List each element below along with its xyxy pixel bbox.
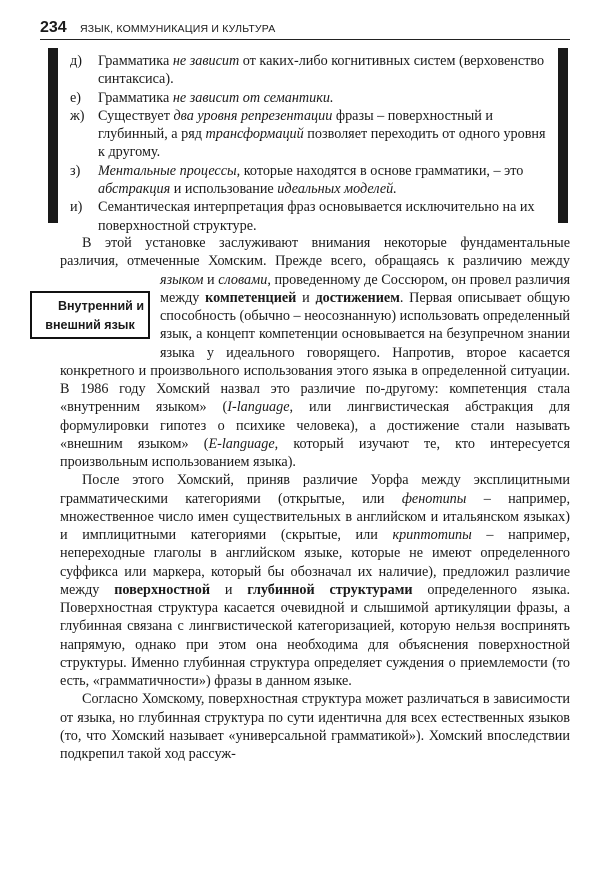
list-item-marker: и)	[70, 199, 83, 216]
paragraph: В этой установке заслуживают внимания некоторые фундаментальные различия, отмеченные Хомским. Прежде всего, обращаясь к различию между Внутренний и внешний язык языком и словами, проведенному де Соссюром, он провел различия между компетенцией и достижением. Первая описывает общую способность (обычно – неосознанную) использовать определенный язык, а концепт компетенции основывается на безупречном знании языка у идеального говорящего. Напротив, второе касается конкретного и произвольного использования этого языка в определенной ситуации. В 1986 году Хомский назвал это различие по-другому: компетенция стала «внутренним языком» (I-language, или лингвистическая абстракция для формулировки гипотез о психике человека), а достижение стали называть «внешним языком» (E-language, который изучают те, кто интересуется произвольным использованием языка).	[60, 234, 570, 471]
list-item-marker: д)	[70, 53, 82, 69]
sidebar-label-line: Внутренний и	[57, 298, 145, 313]
paragraph: После этого Хомский, приняв различие Уорфа между эксплицитными грамматическими категориями (открытые, или фенотипы – например, множественное число имен существительных в английском и итальянском языках) и имплицитными категориями (скрытые, или криптотипы – например, непереходные глаголы в английском языке, которые не имеют определенного суффикса или маркера, который бы обозначал их наличие), предложил различие между поверхностной и глубинной структурами определенного языка. Поверхностная структура касается очевидной и слышимой артикуляции фразы, а глубинная связана с лингвистической категоризацией, которую нельзя воспринять напрямую, однако при этом она необходима для объяснения поверхностной структуры. Именно глубинная структура определяет суждения о приемлемости (то есть, «грамматичности») фразы в данном языке.	[60, 472, 571, 689]
box-right-bar	[558, 48, 568, 223]
paragraph: Согласно Хомскому, поверхностная структура может различаться в зависимости от языка, но глубинная структура по сути идентична для всех естественных языков (то, что Хомский называет «универсальной грамматикой»). Хомский впоследствии подкрепил такой ход рассуж-	[60, 691, 570, 762]
list-item	[70, 162, 554, 199]
list-item-text: Ментальные процессы, которые находятся в основе грамматики, – это абстракция и использование идеальных моделей.	[98, 162, 524, 198]
running-head: ЯЗЫК, КОММУНИКАЦИЯ И КУЛЬТУРА	[80, 23, 276, 35]
list-item	[70, 52, 554, 89]
box-left-bar	[48, 48, 58, 223]
list-item-marker: е)	[70, 89, 82, 106]
list-item	[70, 198, 554, 235]
grammar-principles-box	[40, 48, 570, 234]
list-item-text: Семантическая интерпретация фраз основывается исключительно на их поверхностной структуре.	[98, 199, 535, 234]
list-item-text: Грамматика не зависит от семантики.	[98, 89, 334, 106]
body-text	[45, 234, 571, 763]
page-header	[40, 18, 570, 40]
principles-list	[70, 52, 554, 235]
list-item	[70, 107, 554, 162]
sidebar-label-line: внешний язык	[45, 317, 135, 332]
page-number: 234	[40, 19, 67, 36]
list-item-marker: ж)	[70, 107, 85, 124]
sidebar-label	[30, 291, 150, 339]
list-item-text: Грамматика не зависит от каких-либо когнитивных систем (верховенство синтаксиса).	[98, 53, 545, 88]
list-item-marker: з)	[70, 162, 81, 179]
list-item-text: Существует два уровня репрезентации фразы – поверхностный и глубинный, а ряд трансформаций позволяет переходить от одного уровня к другому.	[98, 107, 546, 161]
list-item	[70, 89, 554, 107]
